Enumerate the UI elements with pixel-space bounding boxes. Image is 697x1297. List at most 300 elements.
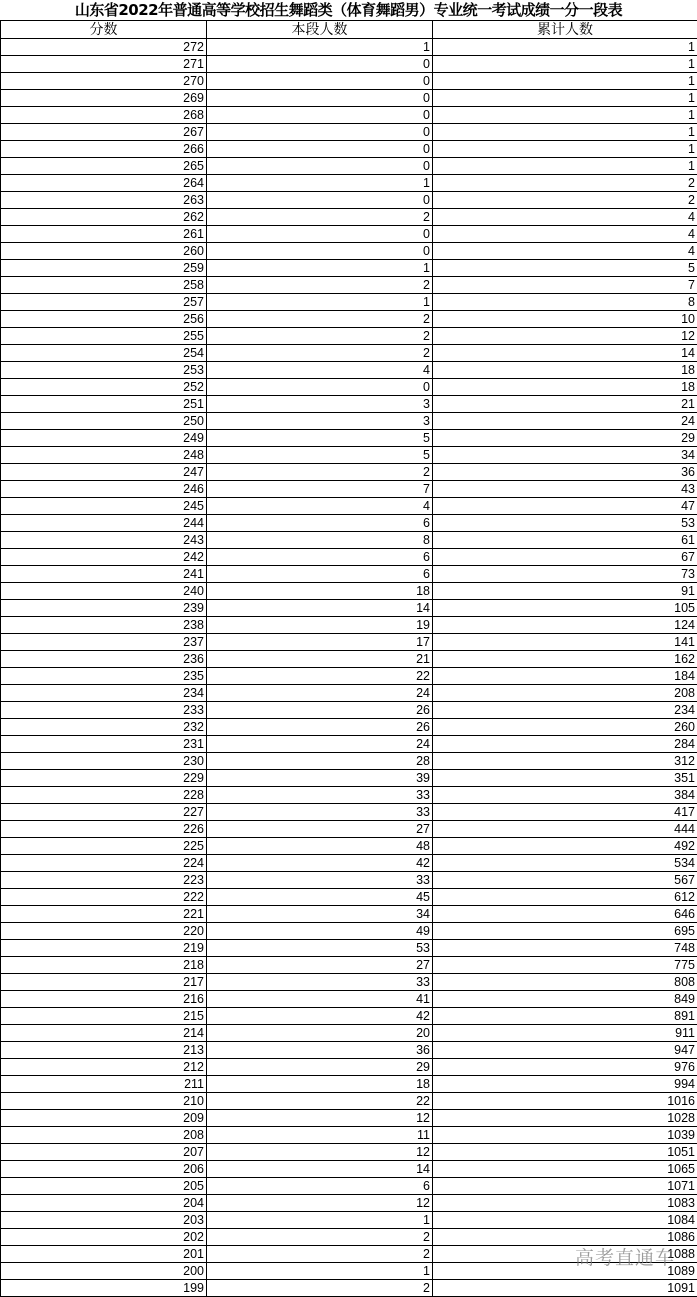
table-row bbox=[1, 1110, 697, 1127]
segment-count-cell: 42 bbox=[207, 1008, 433, 1025]
score-cell: 271 bbox=[1, 56, 207, 73]
segment-count-cell: 6 bbox=[207, 566, 433, 583]
segment-count-cell: 49 bbox=[207, 923, 433, 940]
cumulative-count-cell: 1 bbox=[433, 39, 697, 56]
cumulative-count-cell: 18 bbox=[433, 362, 697, 379]
cumulative-count-cell: 61 bbox=[433, 532, 697, 549]
table-row bbox=[1, 532, 697, 549]
score-cell: 239 bbox=[1, 600, 207, 617]
segment-count-cell: 0 bbox=[207, 90, 433, 107]
score-cell: 249 bbox=[1, 430, 207, 447]
segment-count-cell: 19 bbox=[207, 617, 433, 634]
score-cell: 269 bbox=[1, 90, 207, 107]
table-row bbox=[1, 192, 697, 209]
score-cell: 253 bbox=[1, 362, 207, 379]
segment-count-cell: 2 bbox=[207, 209, 433, 226]
table-row bbox=[1, 1161, 697, 1178]
table-row bbox=[1, 1008, 697, 1025]
table-row bbox=[1, 243, 697, 260]
table-row bbox=[1, 821, 697, 838]
column-header-segment-count: 本段人数 bbox=[207, 21, 433, 39]
score-cell: 220 bbox=[1, 923, 207, 940]
cumulative-count-cell: 891 bbox=[433, 1008, 697, 1025]
score-cell: 222 bbox=[1, 889, 207, 906]
table-row bbox=[1, 498, 697, 515]
table-row bbox=[1, 872, 697, 889]
score-table bbox=[0, 20, 697, 1297]
cumulative-count-cell: 444 bbox=[433, 821, 697, 838]
table-row bbox=[1, 787, 697, 804]
cumulative-count-cell: 4 bbox=[433, 209, 697, 226]
score-cell: 248 bbox=[1, 447, 207, 464]
table-row bbox=[1, 940, 697, 957]
score-cell: 244 bbox=[1, 515, 207, 532]
cumulative-count-cell: 1071 bbox=[433, 1178, 697, 1195]
table-row bbox=[1, 56, 697, 73]
table-row bbox=[1, 447, 697, 464]
cumulative-count-cell: 53 bbox=[433, 515, 697, 532]
table-row bbox=[1, 753, 697, 770]
segment-count-cell: 7 bbox=[207, 481, 433, 498]
score-cell: 260 bbox=[1, 243, 207, 260]
table-row bbox=[1, 736, 697, 753]
score-cell: 230 bbox=[1, 753, 207, 770]
score-cell: 203 bbox=[1, 1212, 207, 1229]
cumulative-count-cell: 312 bbox=[433, 753, 697, 770]
segment-count-cell: 0 bbox=[207, 56, 433, 73]
segment-count-cell: 5 bbox=[207, 430, 433, 447]
cumulative-count-cell: 47 bbox=[433, 498, 697, 515]
segment-count-cell: 12 bbox=[207, 1110, 433, 1127]
cumulative-count-cell: 1 bbox=[433, 107, 697, 124]
cumulative-count-cell: 612 bbox=[433, 889, 697, 906]
page-title: 山东省2022年普通高等学校招生舞蹈类（体育舞蹈男）专业统一考试成绩一分一段表 bbox=[74, 1, 623, 19]
segment-count-cell: 1 bbox=[207, 39, 433, 56]
score-cell: 238 bbox=[1, 617, 207, 634]
table-row bbox=[1, 1212, 697, 1229]
table-body bbox=[1, 39, 697, 1297]
score-cell: 259 bbox=[1, 260, 207, 277]
score-cell: 201 bbox=[1, 1246, 207, 1263]
score-cell: 236 bbox=[1, 651, 207, 668]
cumulative-count-cell: 1016 bbox=[433, 1093, 697, 1110]
cumulative-count-cell: 73 bbox=[433, 566, 697, 583]
table-row bbox=[1, 549, 697, 566]
segment-count-cell: 11 bbox=[207, 1127, 433, 1144]
score-cell: 209 bbox=[1, 1110, 207, 1127]
cumulative-count-cell: 18 bbox=[433, 379, 697, 396]
score-cell: 217 bbox=[1, 974, 207, 991]
score-cell: 243 bbox=[1, 532, 207, 549]
table-row bbox=[1, 141, 697, 158]
segment-count-cell: 14 bbox=[207, 600, 433, 617]
score-cell: 242 bbox=[1, 549, 207, 566]
cumulative-count-cell: 1 bbox=[433, 141, 697, 158]
table-row bbox=[1, 1144, 697, 1161]
cumulative-count-cell: 21 bbox=[433, 396, 697, 413]
segment-count-cell: 22 bbox=[207, 1093, 433, 1110]
segment-count-cell: 4 bbox=[207, 362, 433, 379]
column-header-score: 分数 bbox=[1, 21, 207, 39]
table-row bbox=[1, 855, 697, 872]
cumulative-count-cell: 1 bbox=[433, 90, 697, 107]
table-row bbox=[1, 1127, 697, 1144]
segment-count-cell: 1 bbox=[207, 294, 433, 311]
segment-count-cell: 42 bbox=[207, 855, 433, 872]
cumulative-count-cell: 911 bbox=[433, 1025, 697, 1042]
segment-count-cell: 3 bbox=[207, 413, 433, 430]
cumulative-count-cell: 417 bbox=[433, 804, 697, 821]
score-cell: 254 bbox=[1, 345, 207, 362]
cumulative-count-cell: 1088 bbox=[433, 1246, 697, 1263]
score-cell: 205 bbox=[1, 1178, 207, 1195]
segment-count-cell: 27 bbox=[207, 821, 433, 838]
score-cell: 256 bbox=[1, 311, 207, 328]
table-row bbox=[1, 260, 697, 277]
score-cell: 265 bbox=[1, 158, 207, 175]
score-cell: 272 bbox=[1, 39, 207, 56]
cumulative-count-cell: 849 bbox=[433, 991, 697, 1008]
score-cell: 270 bbox=[1, 73, 207, 90]
cumulative-count-cell: 34 bbox=[433, 447, 697, 464]
cumulative-count-cell: 10 bbox=[433, 311, 697, 328]
segment-count-cell: 26 bbox=[207, 719, 433, 736]
segment-count-cell: 36 bbox=[207, 1042, 433, 1059]
cumulative-count-cell: 7 bbox=[433, 277, 697, 294]
cumulative-count-cell: 4 bbox=[433, 226, 697, 243]
segment-count-cell: 6 bbox=[207, 515, 433, 532]
table-row bbox=[1, 923, 697, 940]
segment-count-cell: 22 bbox=[207, 668, 433, 685]
score-cell: 229 bbox=[1, 770, 207, 787]
segment-count-cell: 1 bbox=[207, 175, 433, 192]
cumulative-count-cell: 1089 bbox=[433, 1263, 697, 1280]
table-row bbox=[1, 277, 697, 294]
segment-count-cell: 1 bbox=[207, 1263, 433, 1280]
score-cell: 227 bbox=[1, 804, 207, 821]
table-row bbox=[1, 974, 697, 991]
score-cell: 264 bbox=[1, 175, 207, 192]
cumulative-count-cell: 1086 bbox=[433, 1229, 697, 1246]
table-row bbox=[1, 124, 697, 141]
table-row bbox=[1, 175, 697, 192]
segment-count-cell: 5 bbox=[207, 447, 433, 464]
segment-count-cell: 1 bbox=[207, 1212, 433, 1229]
table-row bbox=[1, 566, 697, 583]
table-row bbox=[1, 481, 697, 498]
segment-count-cell: 0 bbox=[207, 243, 433, 260]
segment-count-cell: 2 bbox=[207, 1280, 433, 1297]
table-row bbox=[1, 770, 697, 787]
table-row bbox=[1, 668, 697, 685]
cumulative-count-cell: 1065 bbox=[433, 1161, 697, 1178]
score-cell: 213 bbox=[1, 1042, 207, 1059]
score-cell: 204 bbox=[1, 1195, 207, 1212]
cumulative-count-cell: 2 bbox=[433, 192, 697, 209]
segment-count-cell: 24 bbox=[207, 685, 433, 702]
segment-count-cell: 2 bbox=[207, 277, 433, 294]
table-row bbox=[1, 39, 697, 56]
segment-count-cell: 18 bbox=[207, 583, 433, 600]
table-row bbox=[1, 413, 697, 430]
cumulative-count-cell: 36 bbox=[433, 464, 697, 481]
table-row bbox=[1, 430, 697, 447]
table-header-row bbox=[1, 21, 697, 39]
score-cell: 263 bbox=[1, 192, 207, 209]
cumulative-count-cell: 646 bbox=[433, 906, 697, 923]
score-cell: 199 bbox=[1, 1280, 207, 1297]
score-cell: 202 bbox=[1, 1229, 207, 1246]
score-cell: 240 bbox=[1, 583, 207, 600]
segment-count-cell: 2 bbox=[207, 1229, 433, 1246]
segment-count-cell: 29 bbox=[207, 1059, 433, 1076]
cumulative-count-cell: 14 bbox=[433, 345, 697, 362]
table-row bbox=[1, 1093, 697, 1110]
column-header-cumulative-count: 累计人数 bbox=[433, 21, 697, 39]
table-row bbox=[1, 804, 697, 821]
score-cell: 266 bbox=[1, 141, 207, 158]
score-cell: 247 bbox=[1, 464, 207, 481]
score-cell: 235 bbox=[1, 668, 207, 685]
table-row bbox=[1, 396, 697, 413]
table-row bbox=[1, 1178, 697, 1195]
table-row bbox=[1, 311, 697, 328]
table-row bbox=[1, 702, 697, 719]
score-cell: 218 bbox=[1, 957, 207, 974]
table-row bbox=[1, 362, 697, 379]
cumulative-count-cell: 1 bbox=[433, 124, 697, 141]
segment-count-cell: 0 bbox=[207, 226, 433, 243]
cumulative-count-cell: 284 bbox=[433, 736, 697, 753]
segment-count-cell: 3 bbox=[207, 396, 433, 413]
segment-count-cell: 2 bbox=[207, 311, 433, 328]
table-row bbox=[1, 719, 697, 736]
cumulative-count-cell: 567 bbox=[433, 872, 697, 889]
cumulative-count-cell: 748 bbox=[433, 940, 697, 957]
table-row bbox=[1, 379, 697, 396]
segment-count-cell: 48 bbox=[207, 838, 433, 855]
cumulative-count-cell: 384 bbox=[433, 787, 697, 804]
table-row bbox=[1, 345, 697, 362]
cumulative-count-cell: 1028 bbox=[433, 1110, 697, 1127]
table-row bbox=[1, 1076, 697, 1093]
table-row bbox=[1, 1280, 697, 1297]
cumulative-count-cell: 976 bbox=[433, 1059, 697, 1076]
cumulative-count-cell: 141 bbox=[433, 634, 697, 651]
table-row bbox=[1, 209, 697, 226]
table-row bbox=[1, 685, 697, 702]
table-row bbox=[1, 90, 697, 107]
segment-count-cell: 21 bbox=[207, 651, 433, 668]
score-cell: 232 bbox=[1, 719, 207, 736]
cumulative-count-cell: 124 bbox=[433, 617, 697, 634]
score-cell: 257 bbox=[1, 294, 207, 311]
table-row bbox=[1, 328, 697, 345]
segment-count-cell: 27 bbox=[207, 957, 433, 974]
score-cell: 237 bbox=[1, 634, 207, 651]
score-cell: 252 bbox=[1, 379, 207, 396]
cumulative-count-cell: 1 bbox=[433, 56, 697, 73]
score-cell: 223 bbox=[1, 872, 207, 889]
cumulative-count-cell: 492 bbox=[433, 838, 697, 855]
table-row bbox=[1, 464, 697, 481]
segment-count-cell: 2 bbox=[207, 1246, 433, 1263]
table-row bbox=[1, 1059, 697, 1076]
cumulative-count-cell: 351 bbox=[433, 770, 697, 787]
segment-count-cell: 26 bbox=[207, 702, 433, 719]
score-cell: 211 bbox=[1, 1076, 207, 1093]
cumulative-count-cell: 695 bbox=[433, 923, 697, 940]
table-row bbox=[1, 1195, 697, 1212]
table-row bbox=[1, 294, 697, 311]
segment-count-cell: 12 bbox=[207, 1144, 433, 1161]
table-row bbox=[1, 957, 697, 974]
segment-count-cell: 0 bbox=[207, 124, 433, 141]
cumulative-count-cell: 234 bbox=[433, 702, 697, 719]
cumulative-count-cell: 775 bbox=[433, 957, 697, 974]
cumulative-count-cell: 4 bbox=[433, 243, 697, 260]
score-cell: 212 bbox=[1, 1059, 207, 1076]
score-cell: 231 bbox=[1, 736, 207, 753]
cumulative-count-cell: 1 bbox=[433, 158, 697, 175]
cumulative-count-cell: 1051 bbox=[433, 1144, 697, 1161]
segment-count-cell: 2 bbox=[207, 464, 433, 481]
score-cell: 206 bbox=[1, 1161, 207, 1178]
segment-count-cell: 20 bbox=[207, 1025, 433, 1042]
score-cell: 234 bbox=[1, 685, 207, 702]
segment-count-cell: 18 bbox=[207, 1076, 433, 1093]
score-cell: 261 bbox=[1, 226, 207, 243]
score-cell: 214 bbox=[1, 1025, 207, 1042]
table-row bbox=[1, 634, 697, 651]
table-row bbox=[1, 889, 697, 906]
score-cell: 262 bbox=[1, 209, 207, 226]
score-cell: 258 bbox=[1, 277, 207, 294]
segment-count-cell: 2 bbox=[207, 328, 433, 345]
segment-count-cell: 4 bbox=[207, 498, 433, 515]
table-row bbox=[1, 617, 697, 634]
score-cell: 224 bbox=[1, 855, 207, 872]
cumulative-count-cell: 1 bbox=[433, 73, 697, 90]
cumulative-count-cell: 91 bbox=[433, 583, 697, 600]
score-cell: 216 bbox=[1, 991, 207, 1008]
score-cell: 250 bbox=[1, 413, 207, 430]
cumulative-count-cell: 5 bbox=[433, 260, 697, 277]
score-cell: 210 bbox=[1, 1093, 207, 1110]
cumulative-count-cell: 162 bbox=[433, 651, 697, 668]
segment-count-cell: 1 bbox=[207, 260, 433, 277]
table-row bbox=[1, 906, 697, 923]
score-cell: 246 bbox=[1, 481, 207, 498]
cumulative-count-cell: 43 bbox=[433, 481, 697, 498]
score-cell: 225 bbox=[1, 838, 207, 855]
score-cell: 268 bbox=[1, 107, 207, 124]
cumulative-count-cell: 947 bbox=[433, 1042, 697, 1059]
cumulative-count-cell: 208 bbox=[433, 685, 697, 702]
segment-count-cell: 28 bbox=[207, 753, 433, 770]
score-cell: 215 bbox=[1, 1008, 207, 1025]
segment-count-cell: 0 bbox=[207, 192, 433, 209]
cumulative-count-cell: 1083 bbox=[433, 1195, 697, 1212]
cumulative-count-cell: 12 bbox=[433, 328, 697, 345]
table-row bbox=[1, 1042, 697, 1059]
segment-count-cell: 53 bbox=[207, 940, 433, 957]
cumulative-count-cell: 105 bbox=[433, 600, 697, 617]
table-row bbox=[1, 515, 697, 532]
score-cell: 228 bbox=[1, 787, 207, 804]
segment-count-cell: 0 bbox=[207, 141, 433, 158]
table-row bbox=[1, 651, 697, 668]
table-row bbox=[1, 600, 697, 617]
segment-count-cell: 24 bbox=[207, 736, 433, 753]
cumulative-count-cell: 994 bbox=[433, 1076, 697, 1093]
score-cell: 255 bbox=[1, 328, 207, 345]
score-cell: 251 bbox=[1, 396, 207, 413]
segment-count-cell: 6 bbox=[207, 549, 433, 566]
segment-count-cell: 33 bbox=[207, 974, 433, 991]
segment-count-cell: 33 bbox=[207, 787, 433, 804]
segment-count-cell: 39 bbox=[207, 770, 433, 787]
segment-count-cell: 0 bbox=[207, 107, 433, 124]
score-cell: 208 bbox=[1, 1127, 207, 1144]
score-cell: 221 bbox=[1, 906, 207, 923]
segment-count-cell: 0 bbox=[207, 158, 433, 175]
score-cell: 245 bbox=[1, 498, 207, 515]
cumulative-count-cell: 29 bbox=[433, 430, 697, 447]
cumulative-count-cell: 1039 bbox=[433, 1127, 697, 1144]
score-cell: 267 bbox=[1, 124, 207, 141]
table-row bbox=[1, 73, 697, 90]
cumulative-count-cell: 24 bbox=[433, 413, 697, 430]
cumulative-count-cell: 1091 bbox=[433, 1280, 697, 1297]
table-row bbox=[1, 583, 697, 600]
cumulative-count-cell: 260 bbox=[433, 719, 697, 736]
segment-count-cell: 0 bbox=[207, 379, 433, 396]
segment-count-cell: 2 bbox=[207, 345, 433, 362]
segment-count-cell: 33 bbox=[207, 804, 433, 821]
cumulative-count-cell: 1084 bbox=[433, 1212, 697, 1229]
score-cell: 226 bbox=[1, 821, 207, 838]
segment-count-cell: 0 bbox=[207, 73, 433, 90]
cumulative-count-cell: 8 bbox=[433, 294, 697, 311]
segment-count-cell: 12 bbox=[207, 1195, 433, 1212]
segment-count-cell: 14 bbox=[207, 1161, 433, 1178]
table-row bbox=[1, 226, 697, 243]
segment-count-cell: 17 bbox=[207, 634, 433, 651]
cumulative-count-cell: 67 bbox=[433, 549, 697, 566]
table-row bbox=[1, 107, 697, 124]
cumulative-count-cell: 534 bbox=[433, 855, 697, 872]
segment-count-cell: 34 bbox=[207, 906, 433, 923]
segment-count-cell: 33 bbox=[207, 872, 433, 889]
table-row bbox=[1, 158, 697, 175]
segment-count-cell: 8 bbox=[207, 532, 433, 549]
segment-count-cell: 41 bbox=[207, 991, 433, 1008]
score-cell: 200 bbox=[1, 1263, 207, 1280]
cumulative-count-cell: 184 bbox=[433, 668, 697, 685]
cumulative-count-cell: 808 bbox=[433, 974, 697, 991]
score-cell: 241 bbox=[1, 566, 207, 583]
score-cell: 207 bbox=[1, 1144, 207, 1161]
table-row bbox=[1, 1025, 697, 1042]
score-cell: 233 bbox=[1, 702, 207, 719]
watermark-logo: 高考直通车 bbox=[574, 1247, 675, 1269]
segment-count-cell: 45 bbox=[207, 889, 433, 906]
cumulative-count-cell: 2 bbox=[433, 175, 697, 192]
table-row bbox=[1, 838, 697, 855]
table-row bbox=[1, 991, 697, 1008]
score-cell: 219 bbox=[1, 940, 207, 957]
